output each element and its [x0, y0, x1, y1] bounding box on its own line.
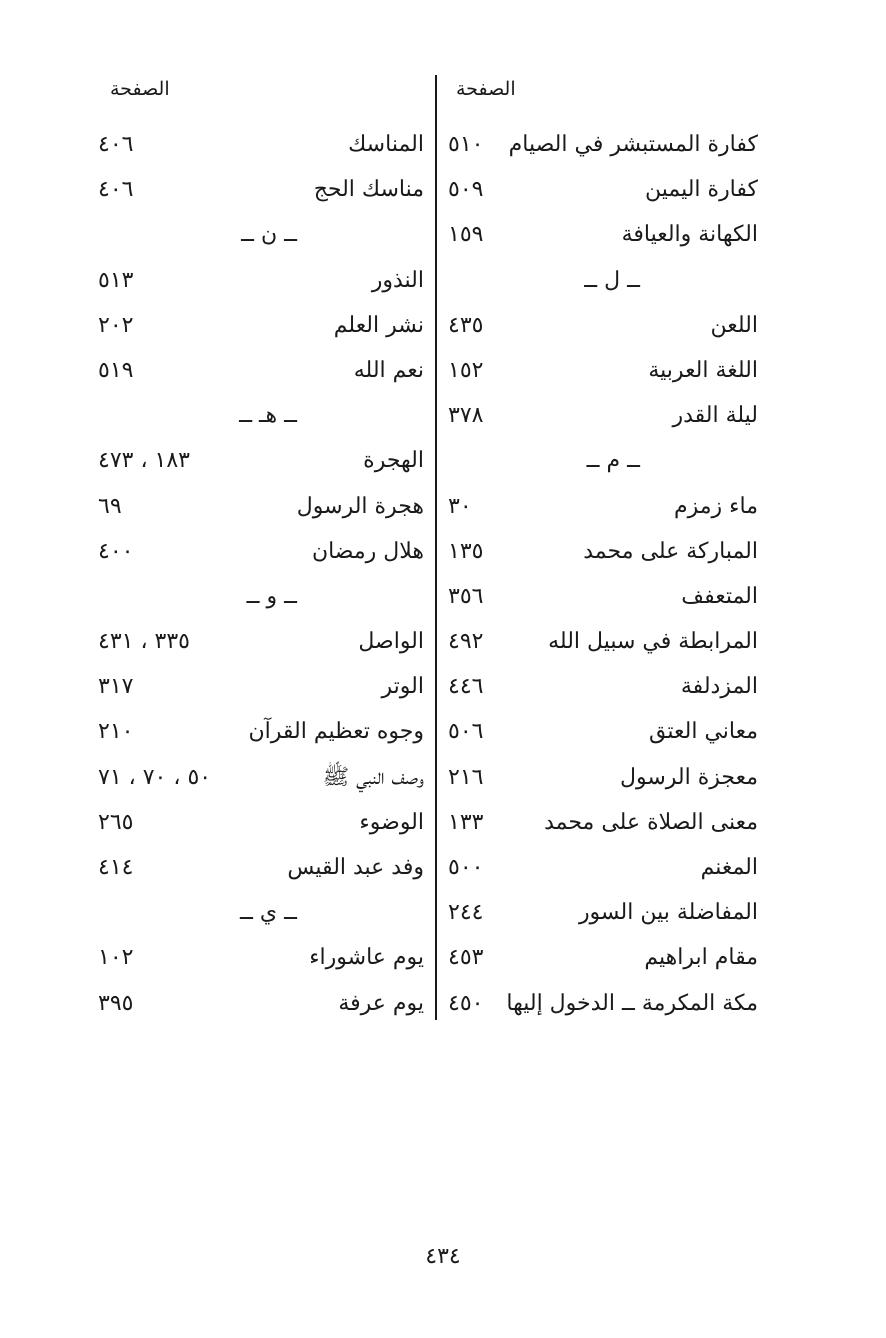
page-reference: ٢٠٢ — [98, 312, 134, 338]
index-entry — [440, 212, 780, 257]
left-column-header: الصفحة — [110, 78, 170, 100]
page-reference: ٣٧٨ — [448, 403, 484, 429]
letter-heading: ــ و ــ — [246, 583, 297, 609]
index-term: مقام ابراهيم — [644, 945, 758, 971]
index-term: معاني العتق — [649, 719, 758, 745]
page-reference: ١٨٣ ، ٤٧٣ — [98, 448, 190, 474]
index-term: ماء زمزم — [674, 493, 758, 519]
index-term: المغنم — [700, 855, 758, 880]
index-term: مكة المكرمة ــ الدخول إليها — [506, 990, 758, 1016]
letter-heading-row — [440, 258, 780, 303]
index-term: كفارة المستبشر في الصيام — [508, 132, 758, 157]
letter-heading-row — [90, 212, 432, 257]
index-term: هلال رمضان — [311, 538, 424, 564]
page-reference: ١٣٣ — [448, 809, 484, 835]
index-entry — [440, 619, 780, 664]
index-entry — [90, 303, 432, 348]
page-reference: ٢١٦ — [448, 764, 484, 790]
index-term: الوتر — [381, 674, 424, 700]
page-reference: ٥١٣ — [98, 267, 134, 293]
page-reference: ٥٠٠ — [448, 855, 484, 880]
index-term: وصف النبي ﷺ — [322, 764, 424, 790]
index-entry — [440, 890, 780, 935]
index-entry — [90, 484, 432, 529]
page-reference: ٣٩٥ — [98, 990, 134, 1016]
letter-heading: ــ هـ ــ — [239, 403, 297, 429]
letter-heading: ــ ل ــ — [584, 267, 640, 293]
letter-heading-row — [90, 393, 432, 438]
index-term: المفاضلة بين السور — [578, 900, 758, 926]
page-reference: ٣٥٦ — [448, 583, 484, 609]
left-index-column — [90, 122, 432, 1026]
index-term: مناسك الحج — [313, 177, 424, 203]
index-entry — [440, 755, 780, 800]
index-term: وجوه تعظيم القرآن — [248, 719, 424, 745]
letter-heading: ــ م ــ — [586, 448, 640, 474]
page-reference: ٦٩ — [98, 493, 122, 519]
index-entry — [90, 935, 432, 980]
page-reference: ١٥٩ — [448, 222, 484, 248]
index-entry — [440, 664, 780, 709]
index-entry — [90, 709, 432, 754]
index-term: اللعن — [710, 312, 758, 338]
index-entry — [90, 619, 432, 664]
index-entry — [440, 348, 780, 393]
page-reference: ٤٥٠ — [448, 990, 484, 1016]
index-entry — [90, 258, 432, 303]
page-reference: ٥٠٩ — [448, 177, 484, 203]
page-reference: ٤٥٣ — [448, 945, 484, 971]
index-entry — [440, 981, 780, 1026]
page-reference: ٢٦٥ — [98, 809, 134, 835]
index-term: معجزة الرسول — [620, 764, 758, 790]
index-entry — [440, 303, 780, 348]
index-entry — [440, 935, 780, 980]
page-reference: ٤٠٦ — [98, 177, 134, 203]
index-entry — [440, 529, 780, 574]
page-reference: ٤٠٦ — [98, 132, 134, 157]
index-term: وفد عبد القيس — [287, 855, 424, 880]
page-reference: ٥١٩ — [98, 357, 134, 383]
index-term: معنى الصلاة على محمد — [544, 809, 758, 835]
page-reference: ٥٠٦ — [448, 719, 484, 745]
index-term: يوم عرفة — [338, 990, 424, 1016]
page-reference: ٢١٠ — [98, 719, 134, 745]
index-term: المناسك — [348, 132, 424, 157]
right-index-column — [440, 122, 780, 1026]
index-term: يوم عاشوراء — [309, 945, 424, 971]
index-term: الوضوء — [359, 809, 424, 835]
page-reference: ١٠٢ — [98, 945, 134, 971]
index-entry — [90, 122, 432, 167]
right-column-header: الصفحة — [456, 78, 516, 100]
index-term: الكهانة والعيافة — [621, 222, 758, 248]
index-entry — [440, 800, 780, 845]
letter-heading-row — [90, 890, 432, 935]
index-term: المتعفف — [681, 583, 758, 609]
index-entry — [440, 845, 780, 890]
index-term: المباركة على محمد — [583, 538, 758, 564]
index-term: نشر العلم — [333, 312, 424, 338]
page-reference: ٤١٤ — [98, 855, 134, 880]
index-term: اللغة العربية — [648, 357, 758, 383]
index-entry — [90, 845, 432, 890]
page-reference: ٣١٧ — [98, 674, 134, 700]
index-entry — [90, 664, 432, 709]
column-divider — [435, 75, 437, 1020]
index-term: هجرة الرسول — [296, 493, 424, 519]
index-term: نعم الله — [353, 357, 424, 383]
index-term: النذور — [371, 267, 424, 293]
index-entry — [90, 800, 432, 845]
index-entry — [440, 709, 780, 754]
page-reference: ٤٤٦ — [448, 674, 484, 700]
page-reference: ١٣٥ — [448, 538, 484, 564]
page-reference: ٤٠٠ — [98, 538, 134, 564]
index-entry — [90, 981, 432, 1026]
index-entry — [440, 574, 780, 619]
letter-heading-row — [440, 438, 780, 483]
page-reference: ٤٣٥ — [448, 312, 484, 338]
index-entry — [90, 348, 432, 393]
index-term: المزدلفة — [680, 674, 758, 700]
index-entry — [440, 122, 780, 167]
index-entry — [90, 529, 432, 574]
page-reference: ٢٤٤ — [448, 900, 484, 926]
page-reference: ٤٩٢ — [448, 629, 484, 655]
index-entry — [90, 755, 432, 800]
page-reference: ١٥٢ — [448, 357, 484, 383]
page-reference: ٣٠ — [448, 493, 472, 519]
page-reference: ٣٣٥ ، ٤٣١ — [98, 629, 190, 655]
index-entry — [440, 167, 780, 212]
index-term: كفارة اليمين — [644, 177, 758, 203]
index-entry — [440, 393, 780, 438]
letter-heading: ــ ي ــ — [240, 900, 297, 926]
page-number: ٤٣٤ — [425, 1244, 461, 1269]
index-term: الهجرة — [363, 448, 424, 474]
index-term: الواصل — [358, 629, 424, 655]
page-reference: ٥١٠ — [448, 132, 484, 157]
index-term: ليلة القدر — [672, 403, 758, 429]
index-entry — [90, 167, 432, 212]
page-reference: ٥٠ ، ٧٠ ، ٧١ — [98, 764, 212, 790]
index-term: المرابطة في سبيل الله — [548, 629, 758, 655]
letter-heading-row — [90, 574, 432, 619]
index-entry — [90, 438, 432, 483]
index-entry — [440, 484, 780, 529]
letter-heading: ــ ن ــ — [241, 222, 297, 248]
